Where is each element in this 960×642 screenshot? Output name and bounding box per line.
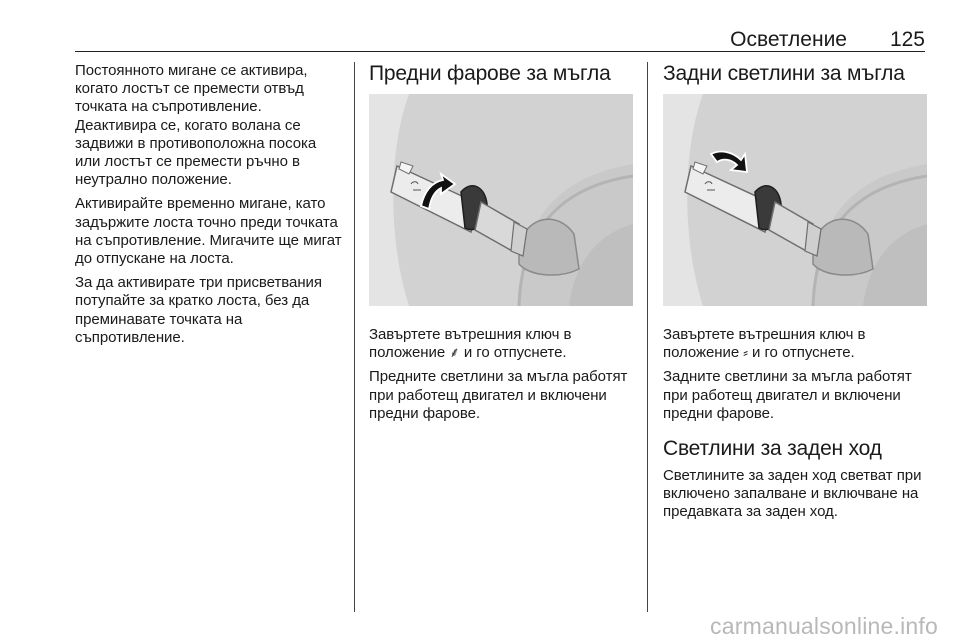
section-title: Осветление: [730, 28, 847, 51]
page-number: 125: [889, 28, 925, 51]
column-3: [663, 62, 927, 528]
column-1: [75, 62, 343, 353]
column-2: [369, 62, 633, 429]
paragraph: Задните светлини за мъгла работят при работещ двигател и включени предни фарове.: [663, 368, 912, 422]
paragraph: Постоянното мигане се активира, когато лостът се премести отвъд точката на съпротивление. Деактивира се, когато волана се задвижи в противоположна посока или лостът се премести ръчно в неутрално положение.: [75, 62, 317, 189]
front-fog-light-icon: ⸙: [449, 345, 460, 362]
paragraph: Предните светлини за мъгла работят при работещ двигател и включени предни фарове.: [369, 368, 628, 422]
section-heading: Предни фарове за мъгла: [369, 62, 611, 85]
front-fog-lever-illustration: [369, 94, 633, 306]
rear-fog-light-icon: ⸗: [743, 345, 748, 362]
column-divider: [354, 62, 355, 612]
page-header: [75, 26, 925, 52]
paragraph: Светлините за заден ход светват при включено запалване и включване на предавката за заден ход.: [663, 467, 922, 521]
paragraph: Активирайте временно мигане, като задържите лоста точно преди точката на съпротивление. Мигачите ще мигат до отпускане на лоста.: [75, 195, 342, 268]
column-divider: [647, 62, 648, 612]
paragraph: Завъртете вътрешния ключ в положение ⸗ и го отпуснете.: [663, 326, 866, 362]
section-heading: Задни светлини за мъгла: [663, 62, 905, 85]
rear-fog-lever-illustration: [663, 94, 927, 306]
watermark: carmanualsonline.info: [710, 613, 938, 639]
paragraph: За да активирате три присветвания потупайте за кратко лоста, без да преминавате точката на съпротивление.: [75, 274, 322, 346]
paragraph: Завъртете вътрешния ключ в положение ⸙ и го отпуснете.: [369, 326, 572, 362]
section-heading: Светлини за заден ход: [663, 437, 882, 461]
